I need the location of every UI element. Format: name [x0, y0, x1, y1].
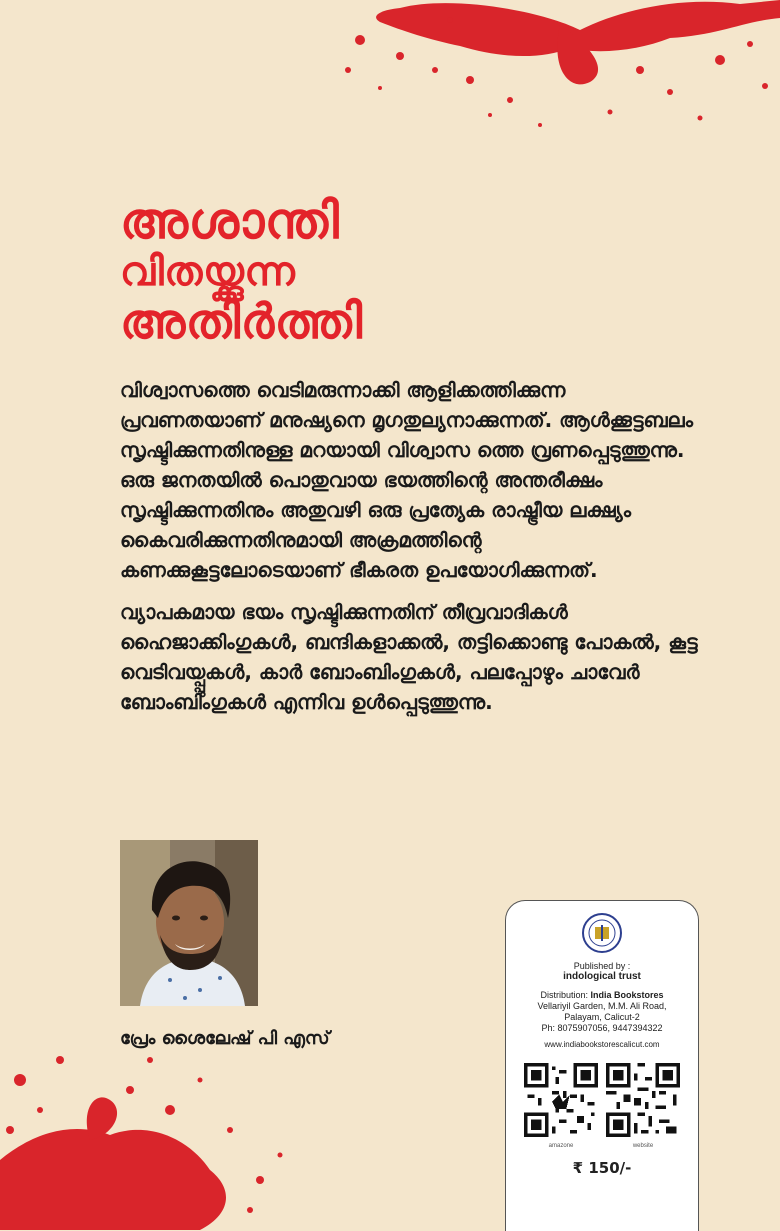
splatter-top-right	[340, 0, 780, 150]
qr-amazon	[524, 1063, 598, 1149]
distribution-label: Distribution:	[540, 990, 588, 1000]
qr-code-icon	[606, 1063, 680, 1137]
splatter-bottom-left	[0, 1040, 300, 1230]
address-line-2: Palayam, Calicut-2	[564, 1012, 640, 1022]
distribution-info	[506, 990, 698, 1034]
book-title	[120, 192, 420, 350]
qr-website	[606, 1063, 680, 1149]
title-line-1: അശാന്തി	[120, 192, 340, 250]
website-url: www.indiabookstorescalicut.com	[544, 1040, 660, 1049]
address-line-1: Vellariyil Garden, M.M. Ali Road,	[537, 1001, 667, 1011]
qr-left-caption: amazone	[548, 1143, 574, 1149]
blurb-paragraph-1: വിശ്വാസത്തെ വെടിമരുന്നാക്കി ആളിക്കത്തിക്കുന്ന പ്രവണതയാണ് മനുഷ്യനെ മൃഗതുല്യനാക്കുന്നത്. ആൾക്കൂട്ടബലം സൃഷ്ടിക്കുന്നതിനുള്ള മറയായി വിശ്വാസ ത്തെ വ്രണപ്പെടുത്തുന്നു. ഒരു ജനതയിൽ പൊതുവായ ഭയത്തിന്റെ അന്തരീക്ഷം സൃഷ്ടിക്കുന്നതിനും അതുവഴി ഒരു പ്രത്യേക രാഷ്ട്രീയ ലക്ഷ്യം കൈവരിക്കുന്നതിനുമായി അക്രമത്തിന്റെ കണക്കുകൂട്ടലോടെയാണ് ഭീകരത ഉപയോഗിക്കുന്നത്.	[120, 378, 694, 582]
publisher-card	[505, 900, 699, 1231]
qr-right-caption: website	[632, 1143, 654, 1149]
author-photo	[120, 840, 258, 1006]
publisher-logo-icon	[582, 913, 622, 953]
title-line-3: അതിർത്തി	[120, 294, 363, 350]
publisher-name: indological trust	[563, 971, 641, 982]
title-line-2: വിതയ്ക്കുന്ന	[120, 249, 296, 295]
distributor-name: India Bookstores	[590, 990, 664, 1000]
phone-numbers: Ph: 8075907056, 9447394322	[541, 1023, 663, 1033]
blurb	[120, 375, 710, 729]
author-name: പ്രേം ശൈലേഷ് പി എസ്	[120, 1028, 330, 1049]
qr-code-icon	[524, 1063, 598, 1137]
price: ₹ 150/-	[572, 1159, 632, 1177]
blurb-paragraph-2: വ്യാപകമായ ഭയം സൃഷ്ടിക്കുന്നതിന് തീവ്രവാദികൾ ഹൈജാക്കിംഗുകൾ, ബന്ദികളാക്കൽ, തട്ടിക്കൊണ്ടു പോകൽ, കൂട്ട വെടിവയ്പ്പുകൾ, കാർ ബോംബിംഗുകൾ, പലപ്പോഴും ചാവേർ ബോംബിംഗുകൾ എന്നിവ ഉൾപ്പെടുത്തുന്നു.	[120, 600, 698, 714]
published-by-label: Published by :	[573, 961, 631, 971]
